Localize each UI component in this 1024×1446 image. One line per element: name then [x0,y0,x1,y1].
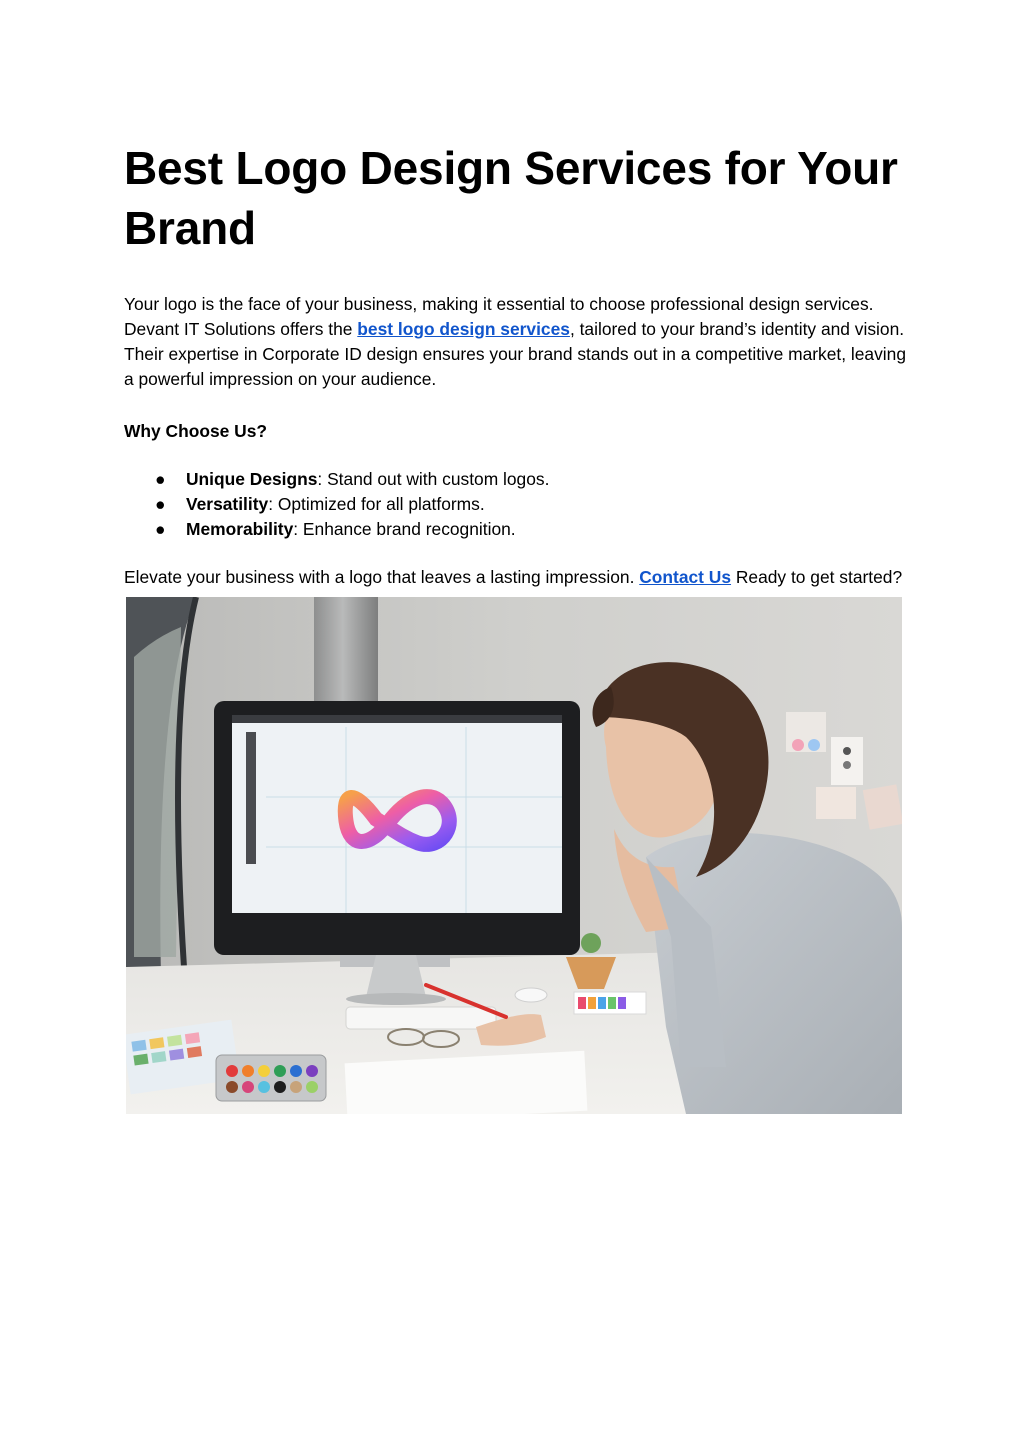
bullet-icon: ● [155,494,166,514]
page-title: Best Logo Design Services for Your Brand [124,142,898,254]
wall-note-swatch [792,739,804,751]
monitor-base [346,993,446,1005]
bullet-icon: ● [155,519,166,539]
benefit-description: : Optimized for all platforms. [268,494,485,514]
list-item [124,517,904,542]
wall-note [863,784,902,829]
app-menubar [232,715,562,723]
contact-us-link[interactable]: Contact Us [639,567,732,587]
benefits-list [124,467,904,542]
swatch [608,997,616,1009]
closing-paragraph [124,565,914,590]
closing-text-end: Ready to get started? [731,567,903,587]
benefit-description: : Stand out with custom logos. [317,469,550,489]
window-glass [134,627,181,957]
wall-note-swatch [843,761,851,769]
swatch [578,997,586,1009]
swatch [588,997,596,1009]
photo-illustration [126,597,902,1114]
benefit-term: Versatility [186,494,269,514]
succulent-plant [581,933,601,953]
wall-note [816,787,856,819]
swatch [618,997,626,1009]
bullet-icon: ● [155,469,166,489]
intro-paragraph [124,292,914,392]
wall-note-swatch [808,739,820,751]
keyboard [346,1007,496,1029]
designer-at-computer-photo [126,597,902,1114]
wall-note [786,712,826,752]
wall-note-swatch [843,747,851,755]
best-logo-design-services-link[interactable]: best logo design services [357,319,570,339]
monitor-stand [366,955,426,997]
list-item [124,492,904,517]
benefit-description: : Enhance brand recognition. [293,519,516,539]
closing-text-start: Elevate your business with a logo that leaves a lasting impression. [124,567,640,587]
document-page [124,138,907,590]
watercolor-tin [216,1055,326,1101]
benefit-term: Memorability [186,519,294,539]
intro-text-end: , tailored to your brand’s identity and vision. Their expertise in Corporate ID design ensures your brand stands out in a competitive market, leaving a powerful impression on your audience. [124,319,907,389]
computer-mouse [515,988,547,1002]
list-item [124,467,904,492]
why-choose-us-heading: Why Choose Us? [124,421,267,441]
intro-text-start: Your logo is the face of your business, making it essential to choose professional design services. Devant IT Solutions offers the [124,294,874,339]
benefit-term: Unique Designs [186,469,318,489]
swatch [598,997,606,1009]
app-toolbar [246,732,256,864]
